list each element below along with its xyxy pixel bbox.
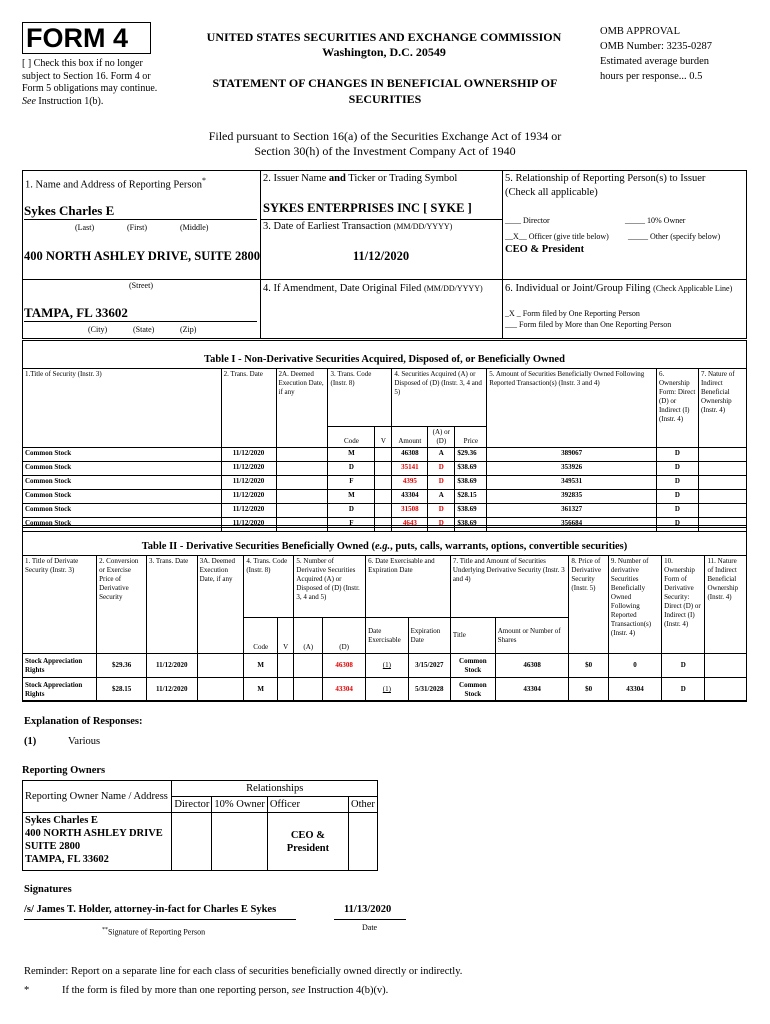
- box6-label: 6. Individual or Joint/Group Filing (Check Applicable Line): [505, 283, 733, 294]
- t1-sub-code: Code: [328, 427, 375, 448]
- t1-title-cell: Common Stock: [23, 490, 222, 504]
- t1-ad-cell: A: [428, 490, 455, 504]
- t2-dprice-cell: $0: [569, 654, 609, 678]
- checkbox-instruction: Instruction 1(b).: [38, 95, 104, 107]
- t1-nature-cell: [698, 448, 746, 462]
- t1-h1: 1.Title of Security (Instr. 3): [23, 369, 222, 448]
- t2-h7: 7. Title and Amount of Securities Underlying Derivative Security (Instr. 3 and 4): [450, 556, 568, 618]
- t2-v-cell: [278, 654, 294, 678]
- t1-sub-ad: (A) or (D): [428, 427, 455, 448]
- t2-h2: 2. Conversion or Exercise Price of Derivative Security: [97, 556, 147, 654]
- label-state: (State): [133, 325, 155, 334]
- t2-h4: 4. Trans. Code (Instr. 8): [244, 556, 294, 618]
- t2-h10: 10. Ownership Form of Derivative Security: Direct (D) or Indirect (I) (Instr. 4): [662, 556, 705, 654]
- t1-price-cell: $38.69: [455, 476, 487, 490]
- t2-h5: 5. Number of Derivative Securities Acquired (A) or Disposed of (D) (Instr. 3, 4 and 5): [294, 556, 366, 618]
- t1-v-cell: [375, 462, 392, 476]
- label-first: (First): [127, 223, 147, 232]
- one-person-option[interactable]: _X _ Form filed by One Reporting Person: [505, 309, 640, 318]
- t1-ad-cell: D: [428, 462, 455, 476]
- t1-price-cell: $29.36: [455, 448, 487, 462]
- box1-marker: *: [202, 176, 207, 185]
- t1-ad-cell: A: [428, 448, 455, 462]
- t1-h2: 2. Trans. Date: [221, 369, 276, 448]
- t2-sub-amount: Amount or Number of Shares: [495, 618, 569, 654]
- t1-nature-cell: [698, 476, 746, 490]
- label-last: (Last): [75, 223, 95, 232]
- t1-form-cell: D: [656, 462, 698, 476]
- issuer-value: SYKES ENTERPRISES INC [ SYKE ]: [263, 201, 472, 215]
- table1: [22, 368, 747, 532]
- t1-date-cell: 11/12/2020: [221, 448, 276, 462]
- owners-col-officer: Officer: [267, 797, 348, 813]
- section16-checkbox-text[interactable]: [22, 58, 170, 108]
- owner-other-cell: [348, 813, 377, 871]
- t2-v-cell: [278, 678, 294, 702]
- t1-v-cell: [375, 448, 392, 462]
- director-checkbox[interactable]: ____ Director: [505, 216, 550, 225]
- t2-owned-cell: 43304: [608, 678, 661, 702]
- t2-deemed-cell: [197, 678, 244, 702]
- t1-date-cell: 11/12/2020: [221, 504, 276, 518]
- t1-amount-cell: 4395: [392, 476, 428, 490]
- box1-label: 1. Name and Address of Reporting Person*: [25, 176, 207, 191]
- t1-h5: 5. Amount of Securities Beneficially Owned Following Reported Transaction(s) (Instr. 3 and 4): [487, 369, 657, 448]
- t2-shares-cell: 43304: [495, 678, 569, 702]
- t2-d-cell: 46308: [323, 654, 366, 678]
- t1-form-cell: D: [656, 476, 698, 490]
- label-street: (Street): [129, 281, 153, 290]
- t1-title-cell: Common Stock: [23, 504, 222, 518]
- t2-nature-cell: [705, 654, 747, 678]
- t2-underlying-cell: Common Stock: [450, 678, 495, 702]
- signature-label: **Signature of Reporting Person: [102, 927, 206, 937]
- t2-form-cell: D: [662, 654, 705, 678]
- t2-underlying-cell: Common Stock: [450, 654, 495, 678]
- t2-h9: 9. Number of derivative Securities Beneficially Owned Following Reported Transaction(s) (Instr. 4): [608, 556, 661, 654]
- t2-h1: 1. Title of Derivate Security (Instr. 3): [23, 556, 97, 654]
- t2-code-cell: M: [244, 678, 278, 702]
- t1-form-cell: D: [656, 448, 698, 462]
- box5-label: 5. Relationship of Reporting Person(s) to Issuer (Check all applicable): [505, 173, 706, 198]
- form-title: FORM 4: [26, 23, 129, 53]
- t1-date-cell: 11/12/2020: [221, 490, 276, 504]
- t2-h3: 3. Trans. Date: [146, 556, 197, 654]
- t1-h7: 7. Nature of Indirect Beneficial Ownership (Instr. 4): [698, 369, 746, 448]
- t1-form-cell: D: [656, 518, 698, 532]
- t1-title-cell: Common Stock: [23, 518, 222, 532]
- t2-title-cell: Stock Appreciation Rights: [23, 654, 97, 678]
- t1-v-cell: [375, 490, 392, 504]
- label-middle: (Middle): [180, 223, 209, 232]
- t2-h6: 6. Date Exercisable and Expiration Date: [366, 556, 451, 618]
- t1-price-cell: $28.15: [455, 490, 487, 504]
- owners-heading: Reporting Owners: [22, 765, 106, 776]
- t1-ad-cell: D: [428, 504, 455, 518]
- t2-sub-exer: Date Exercisable: [366, 618, 409, 654]
- t2-sub-exp: Expiration Date: [408, 618, 450, 654]
- t1-price-cell: $38.69: [455, 504, 487, 518]
- statement-title: STATEMENT OF CHANGES IN BENEFICIAL OWNERSHIP OF SECURITIES: [212, 76, 558, 106]
- owner-address: Sykes Charles E 400 NORTH ASHLEY DRIVE SUITE 2800 TAMPA, FL 33602: [23, 813, 172, 871]
- t1-form-cell: D: [656, 490, 698, 504]
- t1-owned-cell: 349531: [487, 476, 657, 490]
- table2-row: [23, 678, 747, 702]
- ten-percent-checkbox[interactable]: _____ 10% Owner: [625, 216, 686, 225]
- omb-box: [600, 24, 760, 84]
- t2-sub-v: V: [278, 618, 294, 654]
- t1-date-cell: 11/12/2020: [221, 462, 276, 476]
- footer-star: *: [24, 985, 30, 996]
- filed-pursuant: [100, 129, 670, 159]
- t2-h3a: 3A. Deemed Execution Date, if any: [197, 556, 244, 654]
- t1-owned-cell: 392835: [487, 490, 657, 504]
- city-value: TAMPA, FL 33602: [24, 305, 128, 320]
- t2-form-cell: D: [662, 678, 705, 702]
- t1-deemed-cell: [276, 504, 328, 518]
- t1-amount-cell: 46308: [392, 448, 428, 462]
- t1-owned-cell: 389067: [487, 448, 657, 462]
- footnote-link[interactable]: (1): [382, 661, 391, 669]
- signatures-heading: Signatures: [24, 884, 72, 895]
- omb-approval: OMB APPROVAL: [600, 26, 681, 37]
- filed-line-1: Filed pursuant to Section 16(a) of the Securities Exchange Act of 1934 or: [208, 129, 562, 143]
- t1-code-cell: D: [328, 462, 375, 476]
- owner-10pct-cell: [212, 813, 267, 871]
- t1-price-cell: $38.69: [455, 462, 487, 476]
- t1-amount-cell: 4643: [392, 518, 428, 532]
- label-city: (City): [88, 325, 108, 334]
- table1-title: Table I - Non-Derivative Securities Acquired, Disposed of, or Beneficially Owned: [204, 354, 565, 365]
- t1-owned-cell: 356684: [487, 518, 657, 532]
- earliest-transaction-date: 11/12/2020: [352, 249, 410, 263]
- table1-row: [23, 476, 747, 490]
- see-word: See: [22, 95, 36, 107]
- t1-nature-cell: [698, 490, 746, 504]
- t1-title-cell: Common Stock: [23, 462, 222, 476]
- t1-ad-cell: D: [428, 476, 455, 490]
- t1-h2a: 2A. Deemed Execution Date, if any: [276, 369, 328, 448]
- t2-exercisable-cell[interactable]: [366, 654, 409, 678]
- t1-deemed-cell: [276, 490, 328, 504]
- other-checkbox[interactable]: _____ Other (specify below): [628, 232, 721, 241]
- t2-shares-cell: 46308: [495, 654, 569, 678]
- t2-sub-title: Title: [450, 618, 495, 654]
- table2-title: Table II - Derivative Securities Beneficially Owned (e.g., puts, calls, warrants, options, convertible securities): [141, 541, 628, 552]
- owner-officer-cell: CEO & President: [267, 813, 348, 871]
- officer-checkbox[interactable]: __X__ Officer (give title below): [505, 232, 609, 241]
- agency-city: Washington, D.C. 20549: [322, 45, 446, 59]
- owners-relationships: Relationships: [172, 781, 378, 797]
- t1-sub-v: V: [375, 427, 392, 448]
- t2-expiration-cell: 3/15/2027: [408, 654, 450, 678]
- t1-owned-cell: 353926: [487, 462, 657, 476]
- owner-director-cell: [172, 813, 212, 871]
- t1-date-cell: 11/12/2020: [221, 476, 276, 490]
- t1-deemed-cell: [276, 476, 328, 490]
- t2-a-cell: [294, 654, 323, 678]
- table1-row: [23, 462, 747, 476]
- t2-code-cell: M: [244, 654, 278, 678]
- t1-sub-price: Price: [455, 427, 487, 448]
- t2-owned-cell: 0: [608, 654, 661, 678]
- t1-amount-cell: 31508: [392, 504, 428, 518]
- omb-number: OMB Number: 3235-0287: [600, 41, 712, 52]
- box3-label: 3. Date of Earliest Transaction (MM/DD/YYYY): [263, 221, 453, 232]
- t1-deemed-cell: [276, 448, 328, 462]
- t2-sub-code: Code: [244, 618, 278, 654]
- t1-date-cell: 11/12/2020: [221, 518, 276, 532]
- t2-sub-a: (A): [294, 618, 323, 654]
- t1-h6: 6. Ownership Form: Direct (D) or Indirect (I) (Instr. 4): [656, 369, 698, 448]
- t1-price-cell: $38.69: [455, 518, 487, 532]
- t1-title-cell: Common Stock: [23, 448, 222, 462]
- t1-v-cell: [375, 476, 392, 490]
- reporting-person-name: Sykes Charles E: [24, 203, 115, 218]
- footnote-link[interactable]: (1): [382, 685, 391, 693]
- burden-line-2: hours per response... 0.5: [600, 71, 703, 82]
- owners-col-name: Reporting Owner Name / Address: [23, 781, 172, 813]
- box4-label: 4. If Amendment, Date Original Filed (MM/DD/YYYY): [263, 283, 483, 294]
- table1-row: [23, 504, 747, 518]
- t1-code-cell: M: [328, 448, 375, 462]
- signature-value: /s/ James T. Holder, attorney-in-fact for Charles E Sykes: [24, 904, 277, 915]
- t2-expiration-cell: 5/31/2028: [408, 678, 450, 702]
- t1-amount-cell: 43304: [392, 490, 428, 504]
- footer-note: If the form is filed by more than one reporting person, see Instruction 4(b)(v).: [62, 985, 389, 996]
- t1-owned-cell: 361327: [487, 504, 657, 518]
- t2-nature-cell: [705, 678, 747, 702]
- t1-code-cell: M: [328, 490, 375, 504]
- date-label: Date: [362, 923, 378, 932]
- t2-date-cell: 11/12/2020: [146, 654, 197, 678]
- checkbox-text: [ ] Check this box if no longer subject to Section 16. Form 4 or Form 5 obligations may continue.: [22, 58, 158, 94]
- burden-line-1: Estimated average burden: [600, 56, 710, 67]
- officer-title: CEO & President: [505, 244, 585, 255]
- footnote-1-text: Various: [68, 736, 101, 747]
- t1-sub-amount: Amount: [392, 427, 428, 448]
- t2-deemed-cell: [197, 654, 244, 678]
- table1-row: [23, 448, 747, 462]
- footnote-1-number: (1): [24, 736, 37, 747]
- reminder-text: Reminder: Report on a separate line for each class of securities beneficially owned directly or indirectly.: [24, 966, 463, 977]
- explanation-heading: Explanation of Responses:: [24, 716, 143, 727]
- owners-col-director: Director: [172, 797, 212, 813]
- t2-date-cell: 11/12/2020: [146, 678, 197, 702]
- t2-d-cell: 43304: [323, 678, 366, 702]
- t1-title-cell: Common Stock: [23, 476, 222, 490]
- agency-name: UNITED STATES SECURITIES AND EXCHANGE COMMISSION: [206, 30, 562, 44]
- t1-nature-cell: [698, 462, 746, 476]
- t1-nature-cell: [698, 504, 746, 518]
- t1-h4: 4. Securities Acquired (A) or Disposed of (D) (Instr. 3, 4 and 5): [392, 369, 487, 427]
- table1-row: [23, 490, 747, 504]
- t2-a-cell: [294, 678, 323, 702]
- t2-exercisable-cell[interactable]: [366, 678, 409, 702]
- table2: [22, 555, 747, 702]
- t2-sub-d: (D): [323, 618, 366, 654]
- owners-col-other: Other: [348, 797, 377, 813]
- t2-title-cell: Stock Appreciation Rights: [23, 678, 97, 702]
- owners-table: [22, 780, 378, 871]
- t2-dprice-cell: $0: [569, 678, 609, 702]
- owners-col-10pct: 10% Owner: [212, 797, 267, 813]
- t1-amount-cell: 35141: [392, 462, 428, 476]
- t2-h11: 11. Nature of Indirect Beneficial Ownership (Instr. 4): [705, 556, 747, 654]
- t1-code-cell: F: [328, 518, 375, 532]
- t1-code-cell: D: [328, 504, 375, 518]
- filed-line-2: Section 30(h) of the Investment Company Act of 1940: [254, 144, 516, 158]
- t1-ad-cell: D: [428, 518, 455, 532]
- more-persons-option[interactable]: ___ Form filed by More than One Reporting Person: [505, 320, 672, 329]
- t1-form-cell: D: [656, 504, 698, 518]
- t2-h8: 8. Price of Derivative Security (Instr. 5): [569, 556, 609, 654]
- table2-row: [23, 654, 747, 678]
- t1-v-cell: [375, 504, 392, 518]
- t2-price-cell: $29.36: [97, 654, 147, 678]
- t2-price-cell: $28.15: [97, 678, 147, 702]
- label-zip: (Zip): [180, 325, 197, 334]
- t1-code-cell: F: [328, 476, 375, 490]
- street-value: 400 NORTH ASHLEY DRIVE, SUITE 2800: [24, 249, 260, 263]
- t1-h3: 3. Trans. Code (Instr. 8): [328, 369, 392, 427]
- signature-date: 11/13/2020: [344, 904, 392, 915]
- t1-deemed-cell: [276, 462, 328, 476]
- box2-label: 2. Issuer Name and Ticker or Trading Symbol: [263, 173, 458, 184]
- form-title-box: [22, 22, 151, 54]
